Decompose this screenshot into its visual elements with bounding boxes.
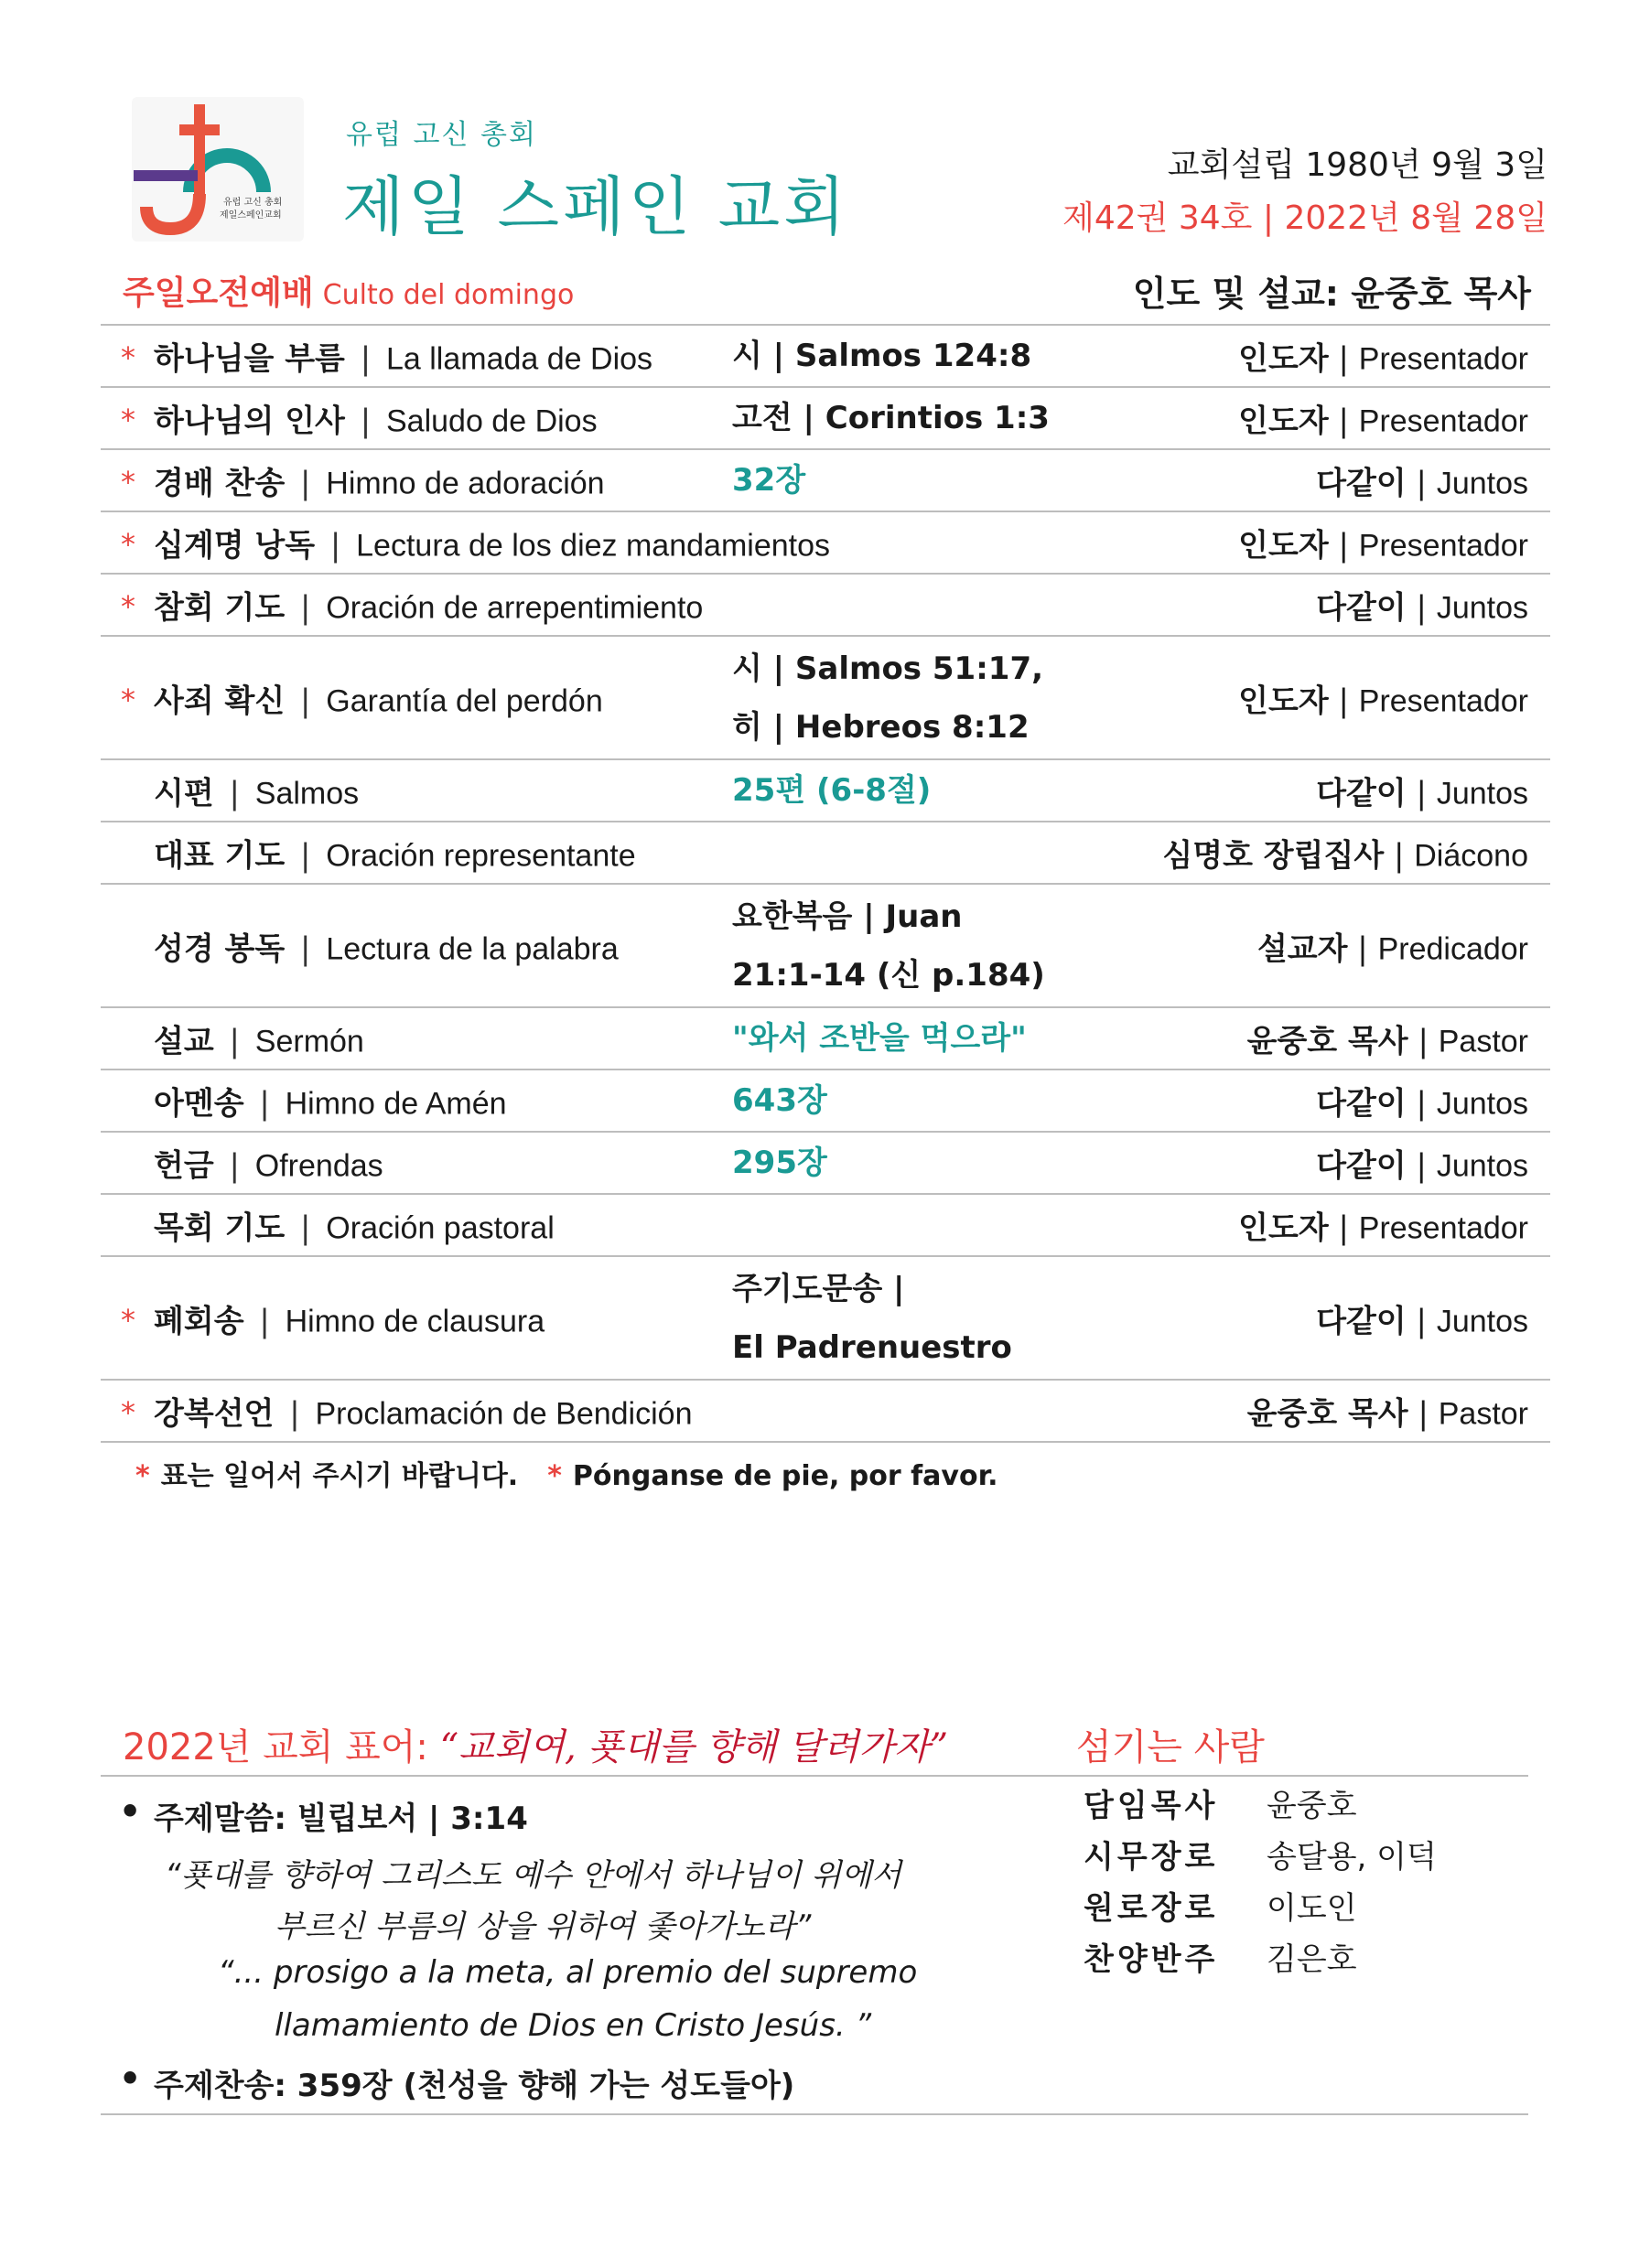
order-leader: 인도자 | Presentador <box>1238 527 1528 564</box>
order-row <box>101 450 1550 512</box>
order-reference <box>732 451 805 510</box>
order-item-ko: 성경 봉독 <box>154 930 286 967</box>
standing-star-icon: * <box>121 402 135 437</box>
order-row <box>101 637 1550 760</box>
order-row <box>101 1195 1550 1257</box>
order-item-es: Salmos <box>254 776 360 812</box>
founded-date: 교회설립 1980년 9월 3일 <box>1167 146 1547 184</box>
order-reference <box>732 887 1045 1005</box>
order-row <box>101 885 1550 1008</box>
order-item: 하나님의 인사 | Saludo de Dios <box>154 403 598 440</box>
servant-role: 찬양반주 <box>1084 1941 1219 1978</box>
order-row <box>101 1008 1550 1070</box>
order-reference <box>732 389 1050 447</box>
theme-verse-es-line2: llamamiento de Dios en Cristo Jesús. ” <box>275 2007 872 2044</box>
order-item-ko: 사죄 확신 <box>154 683 286 719</box>
order-reference-line: 주기도문송 | <box>732 1270 905 1307</box>
order-item: 사죄 확신 | Garantía del perdón <box>154 683 603 719</box>
order-reference-line: 히 | Hebreos 8:12 <box>732 708 1030 746</box>
theme-verse-ko-line2: 부르신 부름의 상을 위하여 좇아가노라” <box>275 1908 812 1945</box>
order-row <box>101 1381 1550 1443</box>
order-of-service-table <box>101 324 1550 1443</box>
order-leader: 인도자 | Presentador <box>1238 340 1528 378</box>
order-item-ko: 참회 기도 <box>154 589 286 627</box>
church-logo <box>126 91 309 247</box>
note-star-es: * <box>547 1460 562 1492</box>
order-item-es: Oración de arrepentimiento <box>326 590 704 626</box>
church-name-title: 제일 스페인 교회 <box>342 169 849 244</box>
theme-verse-ko-line1: “푯대를 향하여 그리스도 예수 안에서 하나님이 위에서 <box>165 1857 902 1894</box>
order-leader: 인도자 | Presentador <box>1238 403 1528 440</box>
standing-star-icon: * <box>121 588 135 624</box>
order-leader-es: Juntos <box>1436 1304 1528 1338</box>
order-reference-line: 시 | Salmos 51:17, <box>732 650 1044 687</box>
order-row <box>101 1257 1550 1381</box>
order-item-ko: 헌금 <box>154 1147 214 1185</box>
standing-star-icon: * <box>121 339 135 375</box>
order-row <box>101 388 1550 450</box>
order-leader: 심명호 장립집사 | Diácono <box>1162 837 1528 875</box>
order-item-es: Sermón <box>254 1024 364 1059</box>
order-leader: 설교자 | Predicador <box>1256 930 1528 967</box>
order-leader-es: Presentador <box>1358 341 1528 377</box>
order-item-ko: 대표 기도 <box>154 837 286 875</box>
order-reference <box>732 761 931 820</box>
servant-row <box>1084 1832 1437 1883</box>
order-leader-ko: 인도자 <box>1238 683 1329 719</box>
order-item: 시편 | Salmos <box>154 775 360 812</box>
order-item-es: Ofrendas <box>254 1148 383 1184</box>
order-leader-es: Diácono <box>1414 838 1528 874</box>
standing-note <box>135 1453 998 1493</box>
order-reference-line: 요한복음 | Juan <box>732 898 963 935</box>
order-leader-es: Juntos <box>1436 590 1528 626</box>
standing-star-icon: * <box>121 1394 135 1430</box>
note-ko: 표는 일어서 주시기 바랍니다. <box>160 1460 519 1492</box>
theme-hymn: • 주제찬송: 359장 (천성을 향해 가는 성도들아) <box>119 2060 794 2105</box>
order-item-es: Oración pastoral <box>326 1210 555 1246</box>
order-item: 아멘송 | Himno de Amén <box>154 1085 507 1123</box>
order-item-ko: 시편 <box>154 775 214 812</box>
motto-label: 2022년 교회 표어: <box>123 1726 440 1768</box>
order-item-es: Garantía del perdón <box>326 683 603 718</box>
order-item-es: Saludo de Dios <box>385 403 598 439</box>
service-title-ko: 주일오전예배 <box>123 274 314 312</box>
servants-title: 섬기는 사람 <box>1076 1726 1265 1768</box>
service-title-es: Culto del domingo <box>322 279 575 311</box>
order-reference <box>732 640 1043 757</box>
order-item: 성경 봉독 | Lectura de la palabra <box>154 930 619 967</box>
order-leader-es: Juntos <box>1436 1148 1528 1184</box>
order-reference <box>732 327 1031 385</box>
order-item-ko: 하나님을 부름 <box>154 340 345 378</box>
order-leader: 윤중호 목사 | Pastor <box>1246 1395 1528 1433</box>
order-leader-es: Juntos <box>1436 466 1528 501</box>
servant-role: 원로장로 <box>1084 1890 1219 1927</box>
motto-quote: “교회여, 푯대를 향해 달려가자” <box>439 1726 949 1768</box>
denomination-label: 유럽 고신 총회 <box>346 119 537 151</box>
svg-text:제일스페인교회: 제일스페인교회 <box>220 210 282 220</box>
servant-role: 담임목사 <box>1084 1788 1219 1824</box>
order-leader-ko: 다같이 <box>1316 1303 1407 1339</box>
note-es: Pónganse de pie, por favor. <box>572 1460 998 1492</box>
order-item-es: Lectura de la palabra <box>326 931 619 966</box>
order-leader-es: Pastor <box>1438 1024 1528 1059</box>
order-reference-line: 295장 <box>732 1145 827 1181</box>
order-item-es: Proclamación de Bendición <box>315 1396 693 1432</box>
order-row <box>101 326 1550 388</box>
order-item-ko: 강복선언 <box>154 1395 275 1433</box>
order-leader-ko: 다같이 <box>1316 1147 1407 1185</box>
order-leader: 윤중호 목사 | Pastor <box>1246 1023 1528 1060</box>
order-leader-ko: 인도자 <box>1238 403 1329 440</box>
order-item: 강복선언 | Proclamación de Bendición <box>154 1395 693 1433</box>
order-row <box>101 1133 1550 1195</box>
order-leader: 다같이 | Juntos <box>1316 1303 1528 1339</box>
order-reference-line: 시 | Salmos 124:8 <box>732 338 1032 374</box>
order-leader-ko: 다같이 <box>1316 465 1407 502</box>
theme-verse-label: • 주제말씀: 빌립보서 | 3:14 <box>119 1793 528 1838</box>
order-leader-ko: 설교자 <box>1256 930 1348 967</box>
order-item: 하나님을 부름 | La llamada de Dios <box>154 340 653 378</box>
standing-star-icon: * <box>121 526 135 562</box>
order-item-es: Himno de Amén <box>285 1086 507 1122</box>
order-item-ko: 십계명 낭독 <box>154 527 316 564</box>
order-leader-es: Predicador <box>1377 931 1528 966</box>
order-leader-es: Presentador <box>1358 683 1528 718</box>
order-item-es: Lectura de los diez mandamientos <box>356 528 830 564</box>
standing-star-icon: * <box>121 1302 135 1338</box>
svg-text:유럽 고신 총회: 유럽 고신 총회 <box>223 198 283 208</box>
order-reference-line: 32장 <box>732 462 806 499</box>
order-item: 경배 찬송 | Himno de adoración <box>154 465 605 502</box>
order-item-ko: 설교 <box>154 1023 214 1060</box>
servant-row <box>1084 1780 1437 1832</box>
order-row <box>101 1070 1550 1133</box>
order-leader: 다같이 | Juntos <box>1316 775 1528 812</box>
order-reference-line: El Padrenuestro <box>732 1328 1012 1366</box>
order-leader: 다같이 | Juntos <box>1316 589 1528 627</box>
order-leader-ko: 윤중호 목사 <box>1246 1395 1408 1433</box>
order-item-ko: 하나님의 인사 <box>154 403 345 440</box>
servants-list <box>1084 1780 1437 1985</box>
order-leader: 인도자 | Presentador <box>1238 683 1528 719</box>
order-leader: 다같이 | Juntos <box>1316 465 1528 502</box>
standing-star-icon: * <box>121 464 135 500</box>
order-leader-es: Pastor <box>1438 1396 1528 1432</box>
order-leader-ko: 다같이 <box>1316 589 1407 627</box>
order-reference-line: "와서 조반을 먹으라" <box>732 1020 1027 1057</box>
order-reference-line: 25편 (6-8절) <box>732 772 932 809</box>
order-reference-line: 643장 <box>732 1082 827 1119</box>
order-leader-ko: 인도자 <box>1238 1209 1329 1247</box>
order-item-es: Himno de adoración <box>326 466 605 501</box>
service-leader: 인도 및 설교: 윤중호 목사 <box>1132 274 1531 314</box>
order-row <box>101 575 1550 637</box>
logo-cross-j-icon <box>126 91 309 247</box>
order-row <box>101 822 1550 885</box>
order-item: 폐회송 | Himno de clausura <box>154 1303 545 1339</box>
standing-star-icon: * <box>121 682 135 717</box>
order-leader-ko: 윤중호 목사 <box>1246 1023 1408 1060</box>
order-leader-es: Presentador <box>1358 528 1528 564</box>
order-reference <box>732 1071 827 1130</box>
order-reference <box>732 1009 1027 1068</box>
order-leader-ko: 인도자 <box>1238 340 1329 378</box>
order-leader-es: Presentador <box>1358 1210 1528 1246</box>
order-item: 설교 | Sermón <box>154 1023 364 1060</box>
order-reference-line: 고전 | Corintios 1:3 <box>732 400 1050 436</box>
order-item-ko: 경배 찬송 <box>154 465 286 502</box>
bottom-divider <box>101 2113 1528 2115</box>
servant-name: 윤중호 <box>1267 1788 1357 1824</box>
order-row <box>101 512 1550 575</box>
order-reference <box>732 1134 827 1192</box>
issue-info: 제42권 34호 | 2022년 8월 28일 <box>1062 199 1547 237</box>
section-divider <box>101 1775 1528 1777</box>
order-leader-es: Presentador <box>1358 403 1528 439</box>
servant-name: 김은호 <box>1267 1941 1357 1978</box>
order-item-es: Oración representante <box>326 838 636 874</box>
order-leader-ko: 인도자 <box>1238 527 1329 564</box>
order-leader-es: Juntos <box>1436 776 1528 812</box>
order-item: 참회 기도 | Oración de arrepentimiento <box>154 589 704 627</box>
servant-row <box>1084 1934 1437 1985</box>
order-item: 십계명 낭독 | Lectura de los diez mandamientos <box>154 527 830 564</box>
order-item: 목회 기도 | Oración pastoral <box>154 1209 555 1247</box>
order-leader: 다같이 | Juntos <box>1316 1147 1528 1185</box>
order-row <box>101 760 1550 822</box>
order-reference <box>732 1260 1012 1377</box>
servant-name: 송달용, 이덕 <box>1267 1839 1437 1876</box>
church-motto <box>123 1718 948 1770</box>
service-title <box>123 267 574 314</box>
servant-name: 이도인 <box>1267 1890 1357 1927</box>
theme-verse-es-line1: “... prosigo a la meta, al premio del supremo <box>218 1954 918 1991</box>
order-item-es: Himno de clausura <box>285 1304 545 1338</box>
order-leader-ko: 다같이 <box>1316 1085 1407 1123</box>
order-leader-es: Juntos <box>1436 1086 1528 1122</box>
note-star: * <box>135 1460 150 1492</box>
order-item: 대표 기도 | Oración representante <box>154 837 636 875</box>
order-item-ko: 목회 기도 <box>154 1209 286 1247</box>
order-leader-ko: 심명호 장립집사 <box>1162 837 1385 875</box>
order-item-ko: 폐회송 <box>154 1303 244 1339</box>
order-leader-ko: 다같이 <box>1316 775 1407 812</box>
order-leader: 다같이 | Juntos <box>1316 1085 1528 1123</box>
order-item-es: La llamada de Dios <box>385 341 653 377</box>
order-leader: 인도자 | Presentador <box>1238 1209 1528 1247</box>
servant-role: 시무장로 <box>1084 1839 1219 1876</box>
order-reference-line: 21:1-14 (신 p.184) <box>732 956 1045 994</box>
order-item: 헌금 | Ofrendas <box>154 1147 383 1185</box>
servant-row <box>1084 1883 1437 1934</box>
order-item-ko: 아멘송 <box>154 1085 244 1123</box>
